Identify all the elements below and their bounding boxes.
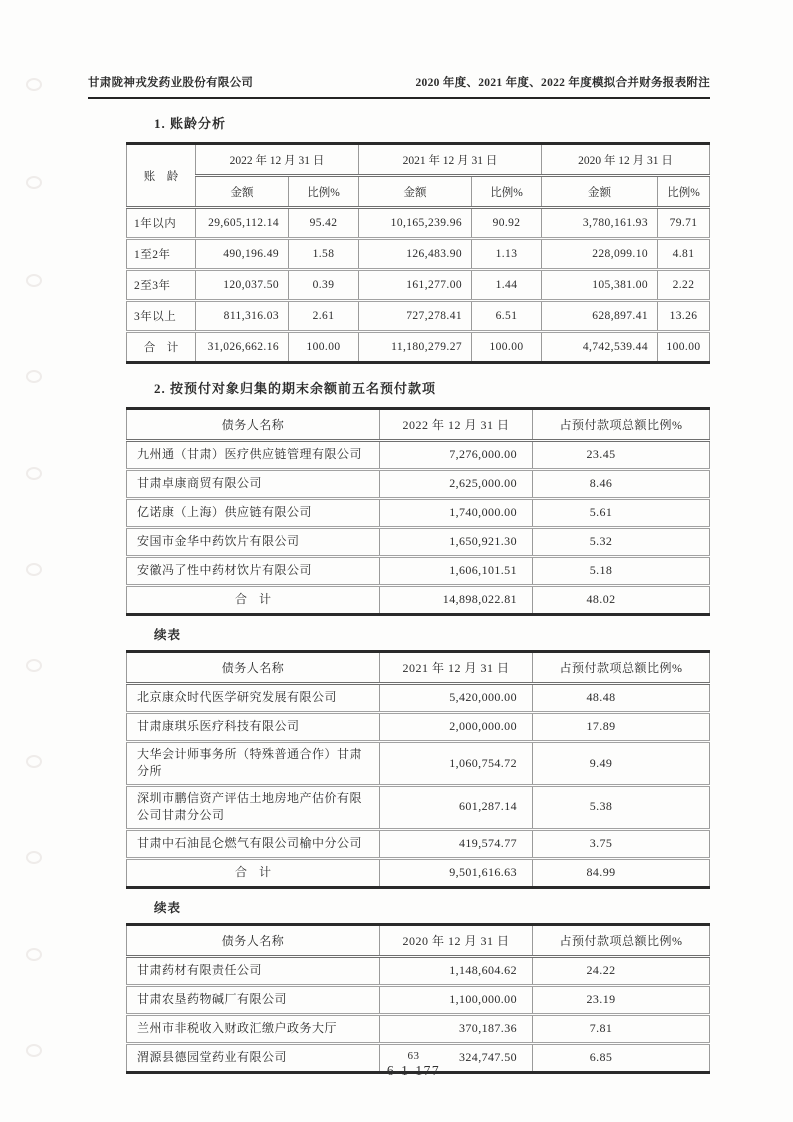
document-header xyxy=(88,74,710,99)
aging-analysis-table xyxy=(126,142,710,364)
amount-header: 金额 xyxy=(196,176,289,208)
ratio-cell: 90.92 xyxy=(472,208,542,239)
debtor-name-cell: 甘肃中石油昆仑燃气有限公司榆中分公司 xyxy=(127,829,380,858)
aging-subheader-row xyxy=(127,176,710,208)
amount-cell: 29,605,112.14 xyxy=(196,208,289,239)
ratio-cell: 1.58 xyxy=(289,239,359,270)
amount-cell: 1,650,921.30 xyxy=(380,528,533,557)
amount-cell: 31,026,662.16 xyxy=(196,332,289,363)
prepaid-row xyxy=(127,499,710,528)
ratio-cell: 13.26 xyxy=(658,301,710,332)
ratio-cell: 9.49 xyxy=(533,742,710,786)
total-label-cell: 合 计 xyxy=(127,586,380,615)
binding-hole-mark xyxy=(26,1044,42,1057)
debtor-name-cell: 甘肃卓康商贸有限公司 xyxy=(127,470,380,499)
amount-cell: 11,180,279.27 xyxy=(359,332,472,363)
ratio-cell: 2.22 xyxy=(658,270,710,301)
debtor-name-cell: 甘肃康琪乐医疗科技有限公司 xyxy=(127,713,380,742)
period-header: 2021 年 12 月 31 日 xyxy=(380,652,533,684)
period-header-2020: 2020 年 12 月 31 日 xyxy=(542,144,710,176)
ratio-cell: 23.45 xyxy=(533,441,710,470)
total-amount-cell: 9,501,616.63 xyxy=(380,858,533,887)
amount-header: 金额 xyxy=(359,176,472,208)
amount-cell: 2,625,000.00 xyxy=(380,470,533,499)
debtor-name-header: 债务人名称 xyxy=(127,652,380,684)
continued-table-label: 续表 xyxy=(154,628,182,642)
ratio-cell: 2.61 xyxy=(289,301,359,332)
prepaid-row xyxy=(127,441,710,470)
binding-hole-mark xyxy=(26,659,42,672)
age-cell: 1年以内 xyxy=(127,208,196,239)
amount-cell: 1,100,000.00 xyxy=(380,985,533,1014)
ratio-cell: 7.81 xyxy=(533,1014,710,1043)
binding-hole-mark xyxy=(26,948,42,961)
total-label-cell: 合 计 xyxy=(127,858,380,887)
total-ratio-cell: 84.99 xyxy=(533,858,710,887)
ratio-cell: 100.00 xyxy=(658,332,710,363)
ratio-cell: 48.48 xyxy=(533,684,710,713)
ratio-cell: 5.61 xyxy=(533,499,710,528)
debtor-name-cell: 甘肃药材有限责任公司 xyxy=(127,956,380,985)
ratio-cell: 100.00 xyxy=(472,332,542,363)
amount-cell: 490,196.49 xyxy=(196,239,289,270)
prepaid-row xyxy=(127,470,710,499)
amount-cell: 2,000,000.00 xyxy=(380,713,533,742)
amount-header: 金额 xyxy=(542,176,658,208)
amount-cell: 324,747.50 xyxy=(380,1043,533,1072)
debtor-name-cell: 兰州市非税收入财政汇缴户政务大厅 xyxy=(127,1014,380,1043)
amount-cell: 601,287.14 xyxy=(380,785,533,829)
period-header-2021: 2021 年 12 月 31 日 xyxy=(359,144,542,176)
amount-cell: 1,148,604.62 xyxy=(380,956,533,985)
amount-cell: 228,099.10 xyxy=(542,239,658,270)
age-cell: 3年以上 xyxy=(127,301,196,332)
amount-cell: 5,420,000.00 xyxy=(380,684,533,713)
aging-header-row xyxy=(127,144,710,176)
amount-cell: 10,165,239.96 xyxy=(359,208,472,239)
report-title: 2020 年度、2021 年度、2022 年度模拟合并财务报表附注 xyxy=(415,77,710,89)
ratio-cell: 1.44 xyxy=(472,270,542,301)
binding-hole-mark xyxy=(26,755,42,768)
ratio-cell: 17.89 xyxy=(533,713,710,742)
aging-total-row xyxy=(127,332,710,363)
total-ratio-cell: 48.02 xyxy=(533,586,710,615)
debtor-name-cell: 大华会计师事务所（特殊普通合作）甘肃分所 xyxy=(127,742,380,786)
page-footer xyxy=(0,1050,793,1079)
prepaid-row xyxy=(127,742,710,786)
page-number: 63 xyxy=(407,1050,420,1062)
debtor-name-header: 债务人名称 xyxy=(127,924,380,956)
prepaid-header-row xyxy=(127,652,710,684)
prepaid-row xyxy=(127,684,710,713)
prepaid-table-2021 xyxy=(126,650,710,889)
prepaid-row xyxy=(127,1014,710,1043)
age-column-header: 账 龄 xyxy=(127,144,196,208)
aging-row xyxy=(127,239,710,270)
prepaid-header-row xyxy=(127,409,710,441)
prepaid-table-2022 xyxy=(126,407,710,616)
amount-cell: 120,037.50 xyxy=(196,270,289,301)
aging-row xyxy=(127,301,710,332)
amount-cell: 370,187.36 xyxy=(380,1014,533,1043)
amount-cell: 727,278.41 xyxy=(359,301,472,332)
prepaid-row xyxy=(127,829,710,858)
debtor-name-cell: 九州通（甘肃）医疗供应链管理有限公司 xyxy=(127,441,380,470)
amount-cell: 1,606,101.51 xyxy=(380,557,533,586)
amount-cell: 628,897.41 xyxy=(542,301,658,332)
debtor-name-header: 债务人名称 xyxy=(127,409,380,441)
debtor-name-cell: 安徽冯了性中药材饮片有限公司 xyxy=(127,557,380,586)
ratio-cell: 0.39 xyxy=(289,270,359,301)
prepaid-header-row xyxy=(127,924,710,956)
ratio-header: 比例% xyxy=(658,176,710,208)
aging-row xyxy=(127,270,710,301)
ratio-cell: 5.32 xyxy=(533,528,710,557)
ratio-header: 比例% xyxy=(289,176,359,208)
ratio-cell: 24.22 xyxy=(533,956,710,985)
debtor-name-cell: 安国市金华中药饮片有限公司 xyxy=(127,528,380,557)
debtor-name-cell: 亿诺康（上海）供应链有限公司 xyxy=(127,499,380,528)
ratio-cell: 95.42 xyxy=(289,208,359,239)
binding-hole-mark xyxy=(26,370,42,383)
age-cell: 2至3年 xyxy=(127,270,196,301)
debtor-name-cell: 北京康众时代医学研究发展有限公司 xyxy=(127,684,380,713)
prepaid-row xyxy=(127,528,710,557)
amount-cell: 4,742,539.44 xyxy=(542,332,658,363)
binding-hole-mark xyxy=(26,851,42,864)
prepaid-row xyxy=(127,785,710,829)
amount-cell: 161,277.00 xyxy=(359,270,472,301)
amount-cell: 1,740,000.00 xyxy=(380,499,533,528)
debtor-name-cell: 渭源县德园堂药业有限公司 xyxy=(127,1043,380,1072)
ratio-cell: 79.71 xyxy=(658,208,710,239)
binding-hole-mark xyxy=(26,563,42,576)
period-header: 2022 年 12 月 31 日 xyxy=(380,409,533,441)
amount-cell: 126,483.90 xyxy=(359,239,472,270)
amount-cell: 811,316.03 xyxy=(196,301,289,332)
period-header: 2020 年 12 月 31 日 xyxy=(380,924,533,956)
ratio-cell: 6.85 xyxy=(533,1043,710,1072)
ratio-header: 占预付款项总额比例% xyxy=(533,652,710,684)
ratio-cell: 3.75 xyxy=(533,829,710,858)
ratio-header: 占预付款项总额比例% xyxy=(533,409,710,441)
binding-hole-mark xyxy=(26,78,42,91)
ratio-cell: 5.38 xyxy=(533,785,710,829)
prepaid-row xyxy=(127,713,710,742)
total-amount-cell: 14,898,022.81 xyxy=(380,586,533,615)
amount-cell: 419,574.77 xyxy=(380,829,533,858)
ratio-header: 占预付款项总额比例% xyxy=(533,924,710,956)
page-content xyxy=(88,74,710,1074)
prepaid-total-row xyxy=(127,858,710,887)
company-name: 甘肃陇神戎发药业股份有限公司 xyxy=(88,77,254,89)
doc-number: 6-1-177 xyxy=(386,1063,441,1078)
ratio-cell: 8.46 xyxy=(533,470,710,499)
section-1-title: 1. 账龄分析 xyxy=(154,116,227,131)
ratio-cell: 6.51 xyxy=(472,301,542,332)
amount-cell: 1,060,754.72 xyxy=(380,742,533,786)
ratio-cell: 1.13 xyxy=(472,239,542,270)
ratio-cell: 5.18 xyxy=(533,557,710,586)
ratio-cell: 100.00 xyxy=(289,332,359,363)
debtor-name-cell: 甘肃农垦药物碱厂有限公司 xyxy=(127,985,380,1014)
prepaid-row xyxy=(127,956,710,985)
binding-hole-mark xyxy=(26,467,42,480)
prepaid-total-row xyxy=(127,586,710,615)
ratio-header: 比例% xyxy=(472,176,542,208)
amount-cell: 7,276,000.00 xyxy=(380,441,533,470)
section-2-title: 2. 按预付对象归集的期末余额前五名预付款项 xyxy=(154,381,437,396)
ratio-cell: 23.19 xyxy=(533,985,710,1014)
prepaid-row xyxy=(127,557,710,586)
debtor-name-cell: 深圳市鹏信资产评估土地房地产估价有限公司甘肃分公司 xyxy=(127,785,380,829)
age-cell: 1至2年 xyxy=(127,239,196,270)
prepaid-row xyxy=(127,985,710,1014)
aging-row xyxy=(127,208,710,239)
ratio-cell: 4.81 xyxy=(658,239,710,270)
amount-cell: 3,780,161.93 xyxy=(542,208,658,239)
binding-hole-mark xyxy=(26,274,42,287)
binding-hole-mark xyxy=(26,176,42,189)
total-label-cell: 合 计 xyxy=(127,332,196,363)
period-header-2022: 2022 年 12 月 31 日 xyxy=(196,144,359,176)
continued-table-label: 续表 xyxy=(154,900,182,915)
amount-cell: 105,381.00 xyxy=(542,270,658,301)
